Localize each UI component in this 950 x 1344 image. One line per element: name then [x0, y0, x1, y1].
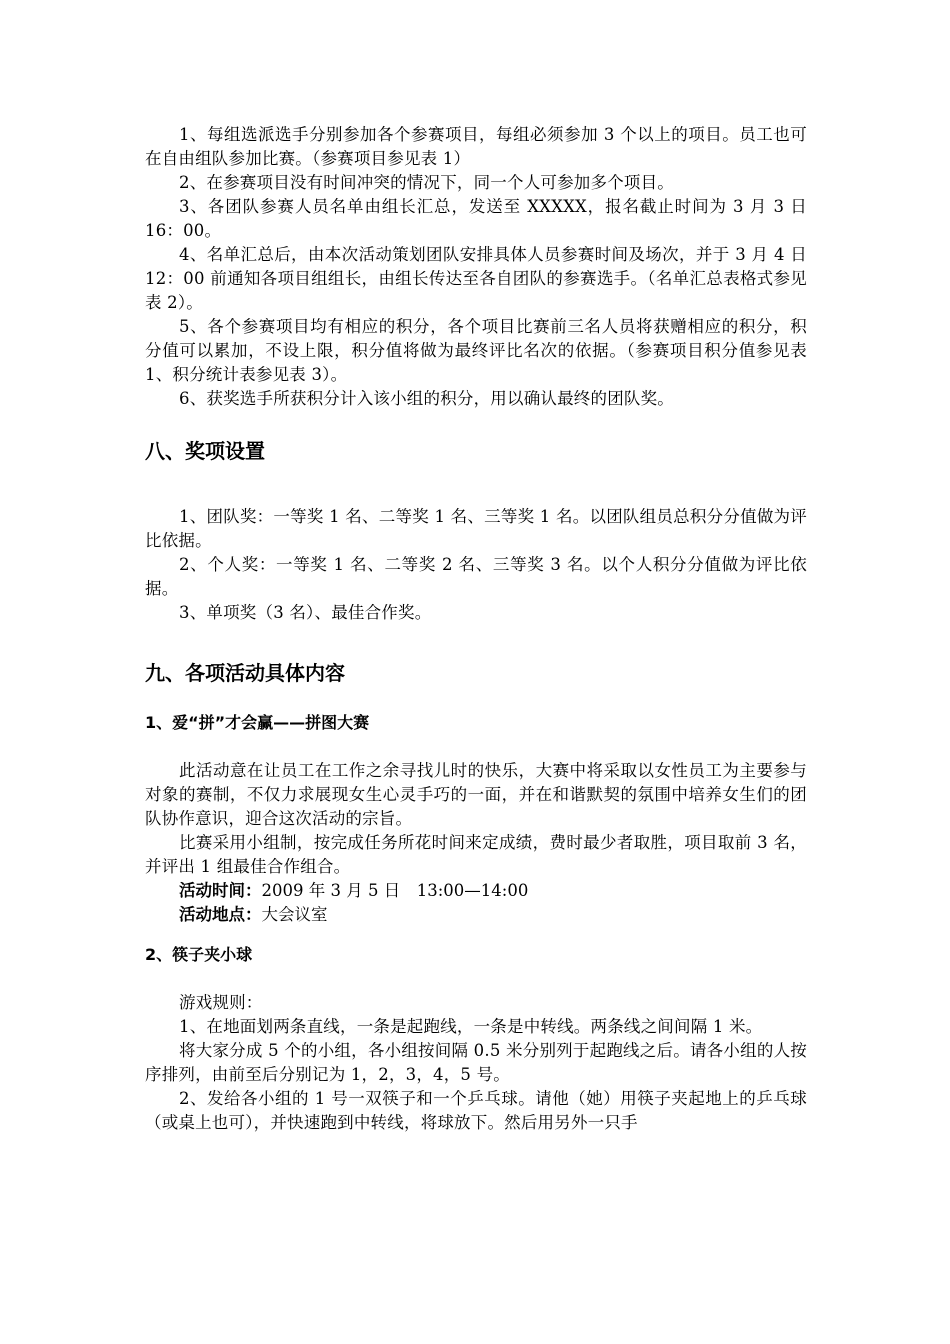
chopsticks-grouping: 将大家分成 5 个的小组，各小组按间隔 0.5 米分别列于起跑线之后。请各小组的人按序排列，由前至后分别记为 1，2，3，4，5 号。 [145, 1041, 807, 1084]
award-item-1: 1、团队奖：一等奖 1 名、二等奖 1 名、三等奖 1 名。以团队组员总积分分值做为评比依据。 [145, 507, 807, 550]
award-item-2: 2、个人奖：一等奖 1 名、二等奖 2 名、三等奖 3 名。以个人积分分值做为评比依据。 [145, 555, 807, 598]
activity-heading-chopsticks: 2、筷子夹小球 [145, 945, 253, 964]
puzzle-time-line [145, 879, 807, 903]
rule-paragraph-1: 1、每组选派选手分别参加各个参赛项目，每组必须参加 3 个以上的项目。员工也可在自由组队参加比赛。（参赛项目参见表 1） [145, 125, 807, 168]
time-label: 活动时间： [179, 881, 262, 900]
puzzle-rules: 比赛采用小组制，按完成任务所花时间来定成绩，费时最少者取胜，项目取前 3 名，并评出 1 组最佳合作组合。 [145, 833, 807, 876]
document-page [145, 123, 807, 1135]
section-heading-activities: 九、各项活动具体内容 [145, 661, 345, 685]
award-item-3: 3、单项奖（3 名）、最佳合作奖。 [179, 603, 432, 622]
puzzle-description: 此活动意在让员工在工作之余寻找儿时的快乐，大赛中将采取以女性员工为主要参与对象的赛制，不仅力求展现女生心灵手巧的一面，并在和谐默契的氛围中培养女生们的团队协作意识，迎合这次活动的宗旨。 [145, 761, 807, 828]
rule-paragraph-3: 3、各团队参赛人员名单由组长汇总，发送至 XXXXX，报名截止时间为 3 月 3 日 16：00。 [145, 197, 807, 240]
section-heading-awards: 八、奖项设置 [145, 439, 265, 463]
place-value: 大会议室 [261, 905, 328, 924]
rule-paragraph-5: 5、各个参赛项目均有相应的积分，各个项目比赛前三名人员将获赠相应的积分，积分值可以累加，不设上限，积分值将做为最终评比名次的依据。（参赛项目积分值参见表 1、积分统计表参见表 3）。 [145, 317, 807, 384]
chopsticks-rule-1: 1、在地面划两条直线，一条是起跑线，一条是中转线。两条线之间间隔 1 米。 [179, 1017, 763, 1036]
puzzle-place-line [145, 903, 807, 927]
place-label: 活动地点： [179, 905, 262, 924]
rule-paragraph-6: 6、获奖选手所获积分计入该小组的积分，用以确认最终的团队奖。 [179, 389, 674, 408]
chopsticks-rules-label: 游戏规则： [179, 993, 263, 1012]
rule-paragraph-4: 4、名单汇总后，由本次活动策划团队安排具体人员参赛时间及场次，并于 3 月 4 日 12：00 前通知各项目组组长，由组长传达至各自团队的参赛选手。（名单汇总表格式参见表 2）。 [145, 245, 807, 312]
activity-heading-puzzle: 1、爱“拼”才会赢——拼图大赛 [145, 713, 370, 732]
rule-paragraph-2: 2、在参赛项目没有时间冲突的情况下，同一个人可参加多个项目。 [179, 173, 674, 192]
time-value: 2009 年 3 月 5 日 13:00—14:00 [261, 881, 529, 900]
chopsticks-rule-2: 2、发给各小组的 1 号一双筷子和一个乒乓球。请他（她）用筷子夹起地上的乒乓球（或桌上也可），并快速跑到中转线，将球放下。然后用另外一只手 [145, 1089, 807, 1132]
